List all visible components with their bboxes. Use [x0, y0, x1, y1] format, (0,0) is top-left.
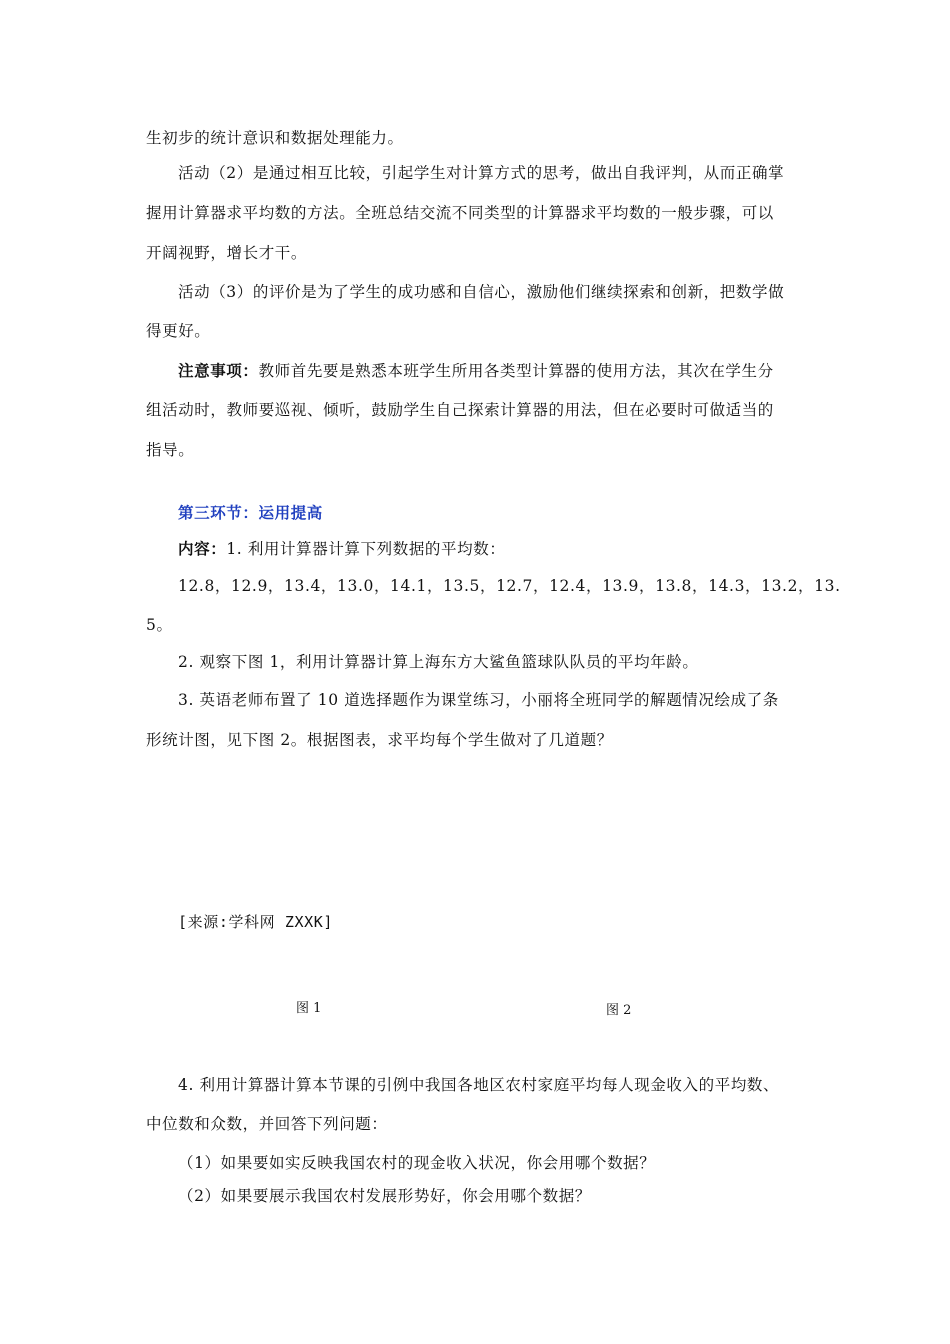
sub-question-1: （1）如果要如实反映我国农村的现金收入状况，你会用哪个数据？ — [178, 1154, 656, 1172]
paragraph-line: 得更好。 — [146, 322, 211, 340]
note-line — [178, 361, 838, 381]
paragraph-line: 活动（2）是通过相互比较，引起学生对计算方式的思考，做出自我评判，从而正确掌 — [178, 164, 785, 182]
data-values-line: 12.8，12.9，13.4，13.0，14.1，13.5，12.7，12.4，13.9，13.8，14.3，13.2，13. — [178, 577, 841, 595]
question-4: 4. 利用计算器计算本节课的引例中我国各地区农村家庭平均每人现金收入的平均数、 — [178, 1076, 780, 1094]
paragraph-line: 指导。 — [146, 441, 195, 459]
figure-1-caption: 图 1 — [296, 1001, 322, 1016]
content-text: 1. 利用计算器计算下列数据的平均数： — [226, 540, 506, 558]
paragraph-line: 形统计图，见下图 2。根据图表，求平均每个学生做对了几道题？ — [146, 731, 613, 749]
content-label: 内容： — [178, 539, 227, 558]
paragraph-line: 生初步的统计意识和数据处理能力。 — [146, 129, 404, 147]
section-heading: 第三环节：运用提高 — [178, 503, 323, 522]
note-text: 教师首先要是熟悉本班学生所用各类型计算器的使用方法，其次在学生分 — [258, 362, 774, 380]
paragraph-line: 5。 — [146, 616, 173, 634]
sub-question-2: （2）如果要展示我国农村发展形势好，你会用哪个数据？ — [178, 1187, 591, 1205]
paragraph-line: 活动（3）的评价是为了学生的成功感和自信心，激励他们继续探索和创新，把数学做 — [178, 283, 785, 301]
question-3: 3. 英语老师布置了 10 道选择题作为课堂练习，小丽将全班同学的解题情况绘成了条 — [178, 691, 779, 709]
paragraph-line: 组活动时，教师要巡视、倾听，鼓励学生自己探索计算器的用法，但在必要时可做适当的 — [146, 401, 774, 419]
content-line — [178, 539, 838, 559]
paragraph-line: 握用计算器求平均数的方法。全班总结交流不同类型的计算器求平均数的一般步骤，可以 — [146, 204, 774, 222]
note-label: 注意事项： — [178, 361, 259, 380]
paragraph-line: 开阔视野，增长才干。 — [146, 244, 308, 262]
question-2: 2. 观察下图 1，利用计算器计算上海东方大鲨鱼篮球队队员的平均年龄。 — [178, 653, 699, 671]
figure-2-caption: 图 2 — [606, 1003, 632, 1018]
paragraph-line: 中位数和众数，并回答下列问题： — [146, 1115, 388, 1133]
source-note: [来源:学科网 ZXXK] — [178, 913, 334, 931]
